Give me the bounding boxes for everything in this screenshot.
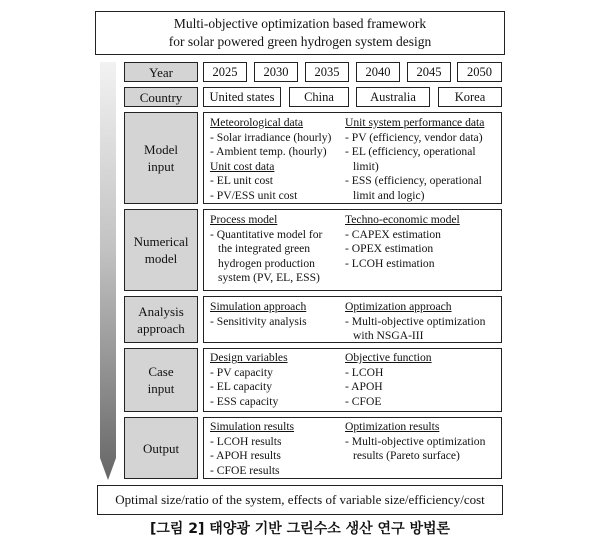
design-variables-heading: Design variables [210, 351, 288, 364]
year-cell: 2025 [203, 62, 247, 82]
country-cell: Korea [438, 87, 502, 107]
list-item: - LCOH results [210, 434, 282, 448]
list-item: - EL (efficiency, operational limit) [345, 145, 476, 173]
output-panel [203, 417, 502, 479]
list-item: - Ambient temp. (hourly) [210, 145, 327, 159]
flow-arrow [94, 58, 122, 483]
case-input-panel [203, 348, 502, 412]
analysis-approach-label: Analysis approach [124, 296, 198, 343]
meteorological-data-heading: Meteorological data [210, 116, 304, 129]
list-item: - OPEX estimation [345, 242, 434, 256]
framework-title-box [95, 11, 505, 55]
list-item: - Sensitivity analysis [210, 314, 307, 328]
numerical-model-panel [203, 209, 502, 291]
list-item: - CFOE [345, 394, 382, 408]
optimization-approach-heading: Optimization approach [345, 300, 452, 313]
country-cell: Australia [356, 87, 430, 107]
list-item: - PV capacity [210, 365, 273, 379]
country-label: Country [124, 87, 198, 107]
year-cell: 2045 [407, 62, 451, 82]
simulation-results-heading: Simulation results [210, 420, 295, 433]
country-cell: United states [203, 87, 281, 107]
framework-title-line2: for solar powered green hydrogen system design [168, 34, 432, 49]
model-input-label: Model input [124, 112, 198, 204]
model-input-panel [203, 112, 502, 204]
unit-cost-data-heading: Unit cost data [210, 159, 275, 173]
list-item: - EL unit cost [210, 174, 274, 188]
list-item: - Quantitative model for the integrated green hydrogen production system (PV, EL, ESS) [210, 227, 323, 285]
objective-function-heading: Objective function [345, 351, 432, 364]
list-item: - LCOH estimation [345, 256, 435, 270]
simulation-approach-heading: Simulation approach [210, 300, 307, 313]
case-input-label: Case input [124, 348, 198, 412]
result-summary-text: Optimal size/ratio of the system, effects of variable size/efficiency/cost [115, 492, 485, 507]
list-item: - EL capacity [210, 380, 273, 394]
techno-economic-heading: Techno-economic model [345, 213, 460, 226]
list-item: - PV/ESS unit cost [210, 188, 298, 202]
optimization-results-heading: Optimization results [345, 420, 440, 433]
numerical-model-label: Numerical model [124, 209, 198, 291]
result-summary-box [97, 485, 503, 515]
year-label: Year [124, 62, 198, 82]
list-item: - PV (efficiency, vendor data) [345, 130, 483, 144]
year-cell: 2050 [457, 62, 502, 82]
list-item: - CAPEX estimation [345, 227, 441, 241]
analysis-approach-panel [203, 296, 502, 343]
list-item: - Multi-objective optimization results (Pareto surface) [345, 434, 486, 463]
country-cell: China [289, 87, 349, 107]
list-item: - Solar irradiance (hourly) [210, 130, 332, 144]
year-cell: 2030 [254, 62, 298, 82]
unit-performance-heading: Unit system performance data [345, 116, 485, 129]
list-item: - APOH [345, 380, 383, 394]
framework-title-line1: Multi-objective optimization based framework [173, 16, 427, 31]
list-item: - APOH results [210, 449, 281, 463]
year-cell: 2035 [305, 62, 349, 82]
list-item: - ESS capacity [210, 394, 279, 408]
year-cell: 2040 [356, 62, 400, 82]
output-label: Output [124, 417, 198, 479]
list-item: - ESS (efficiency, operational limit and logic) [345, 174, 482, 202]
process-model-heading: Process model [210, 213, 278, 226]
list-item: - Multi-objective optimization with NSGA-III [345, 314, 486, 343]
list-item: - LCOH [345, 365, 384, 379]
list-item: - CFOE results [210, 463, 280, 477]
figure-caption: [그림 2] 태양광 기반 그린수소 생산 연구 방법론 [149, 521, 451, 537]
